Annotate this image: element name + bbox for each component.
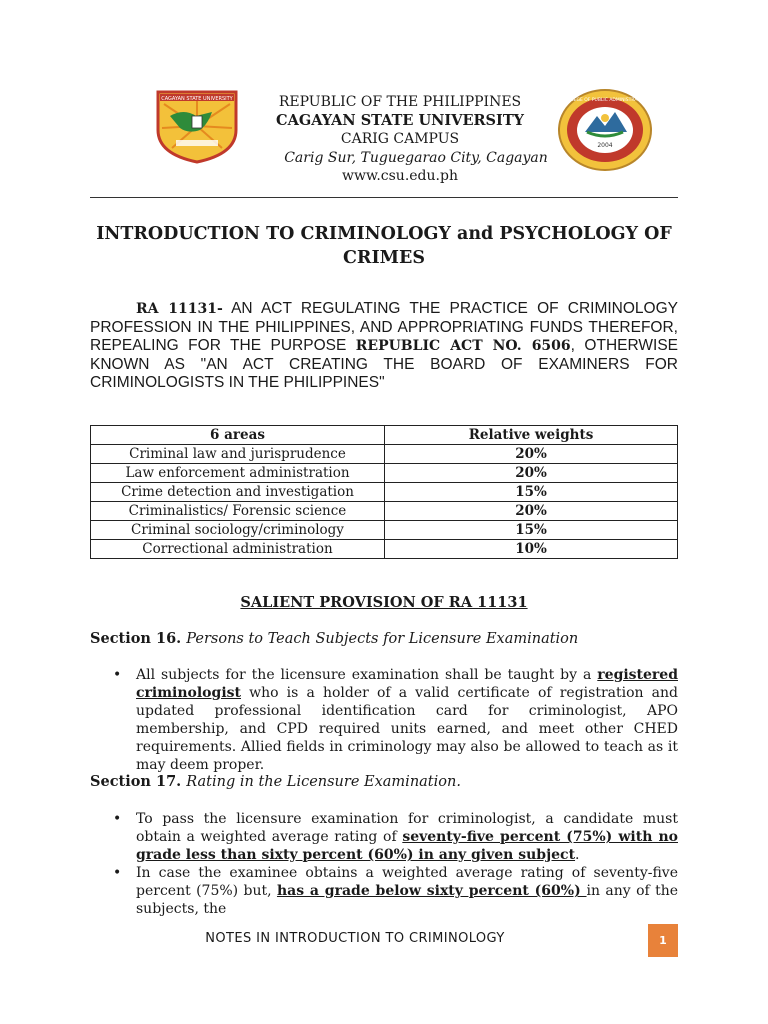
bullet-text: who is a holder of a valid certificate of registration and updated professional identification card for criminologist, APO membership, and CPD required units earned, and meet other CHED requirements. Allied fields in criminology may also be allowed to teach as it may deem proper. [136,685,678,773]
ra-paragraph [90,300,678,393]
country-line: REPUBLIC OF THE PHILIPPINES [278,94,522,110]
area-cell: Law enforcement administration [91,464,385,483]
column-header-weights: Relative weights [385,426,678,445]
table-row [91,521,678,540]
bullet-text: All subjects for the licensure examination shall be taught by a [136,667,598,683]
weight-cell: 15% [385,521,678,540]
college-seal-right [557,88,653,172]
weight-cell: 15% [385,483,678,502]
title-line-1: INTRODUCTION TO CRIMINOLOGY and PSYCHOLOGY OF [96,224,672,244]
ra-text-2: , OTHERWISE KNOWN AS "AN ACT CREATING THE BOARD OF EXAMINERS FOR CRIMINOLOGISTS IN THE PHILIPPINES" [90,337,679,391]
list-item [110,864,678,918]
list-item [110,810,678,864]
logo-right-text: COLLEGE OF PUBLIC ADMINISTRATION [561,98,649,103]
column-header-areas: 6 areas [91,426,385,445]
bullet-text: in any of the subjects, the [136,883,678,917]
section-17-bullets [110,810,678,918]
list-item [110,666,678,774]
ra-number: RA 11131- [136,301,223,317]
section-16-label: Section 16 [90,630,177,647]
area-cell: Criminal law and jurisprudence [91,445,385,464]
bullet-text: To pass the licensure examination for criminologist, a candidate must obtain a weighted average rating of [136,811,678,845]
title-line-2: CRIMES [342,248,425,268]
bullet-bold-text: seventy-five percent (75%) with no grade less than sixty percent (60%) in any given subject [136,829,678,863]
table-row [91,445,678,464]
bullet-text: . [575,847,580,863]
ra-text-1: AN ACT REGULATING THE PRACTICE OF CRIMINOLOGY PROFESSION IN THE PHILIPPINES, AND APPROPRIATING FUNDS THEREFOR, REPEALING FOR THE PURPOSE [90,300,678,354]
table-row [91,540,678,559]
area-cell: Criminalistics/ Forensic science [91,502,385,521]
ra-bold-act: REPUBLIC ACT NO. 6506 [355,338,571,354]
table-row [91,483,678,502]
bullet-bold-text: registered criminologist [136,667,678,701]
salient-provision-heading: SALIENT PROVISION OF RA 11131 [240,594,528,611]
table-row [91,464,678,483]
weight-cell: 20% [385,502,678,521]
university-name: CAGAYAN STATE UNIVERSITY [276,111,524,129]
logo-left-text: CAGAYAN STATE UNIVERSITY [161,96,233,102]
weight-cell: 20% [385,464,678,483]
weight-cell: 20% [385,445,678,464]
header-divider [90,197,678,198]
area-cell: Correctional administration [91,540,385,559]
section-17-label: Section 17 [90,773,177,790]
campus-line: CARIG CAMPUS [340,131,460,147]
table-header-row [91,426,678,445]
bullet-text: In case the examinee obtains a weighted average rating of seventy-five percent (75%) but, [136,865,678,899]
area-cell: Crime detection and investigation [91,483,385,502]
areas-weights-table [90,425,678,559]
section-16-bullets [110,666,678,774]
section-17-title: Rating in the Licensure Examination [186,774,457,790]
website-link[interactable]: www.csu.edu.ph [342,168,458,184]
footer-title: NOTES IN INTRODUCTION TO CRIMINOLOGY [205,931,505,946]
bullet-bold-text: has a grade below sixty percent (60%) [276,883,587,899]
logo-right-year: 2004 [597,142,613,149]
section-16-heading: Section 16. Persons to Teach Subjects for Licensure Examination [90,630,579,647]
address-line: Carig Sur, Tuguegarao City, Cagayan [284,149,548,166]
area-cell: Criminal sociology/criminology [91,521,385,540]
letterhead [250,93,550,186]
document-title [95,222,673,270]
page-number-badge: 1 [648,924,678,957]
table-row [91,502,678,521]
university-logo-left [152,86,242,164]
weight-cell: 10% [385,540,678,559]
section-16-title: Persons to Teach Subjects for Licensure Examination [186,631,579,647]
section-17-heading: Section 17. Rating in the Licensure Examination. [90,773,461,790]
